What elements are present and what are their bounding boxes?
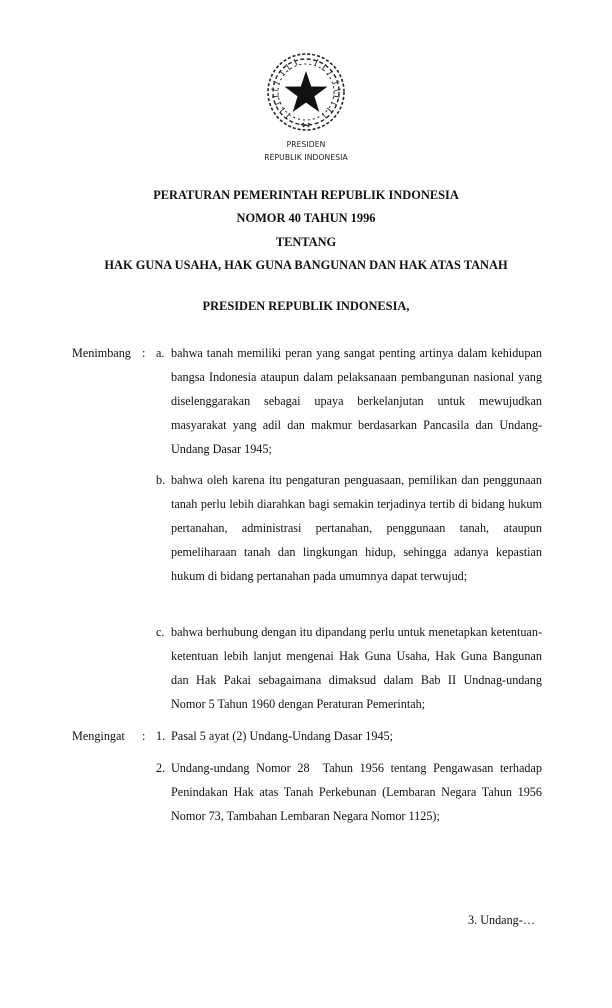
item-marker: c. <box>156 625 165 639</box>
mengingat-item-1 <box>156 724 542 748</box>
seal-caption-republik: REPUBLIK INDONESIA <box>264 153 348 162</box>
item-text: bahwa berhubung dengan itu dipandang perlu untuk menetapkan ketentuan-ketentuan lebih lanjut mengenai Hak Guna Usaha, Hak Guna Bangunan dan Hak Pakai sebagaimana dimaksud dalam Bab II Undnag-undang Nomor 5 Tahun 1960 dengan Peraturan Pemerintah; <box>171 625 542 711</box>
seal-caption-presiden: PRESIDEN <box>286 140 326 149</box>
menimbang-item-b <box>156 468 542 588</box>
item-text: bahwa tanah memiliki peran yang sangat penting artinya dalam kehidupan bangsa Indonesia ataupun dalam pelaksanaan pembangunan nasional yang diselenggarakan sebagai upaya berkelanjutan untuk mewujudkan masyarakat yang adil dan makmur berdasarkan Pancasila dan Undang-Undang Dasar 1945; <box>171 346 542 456</box>
title-line-tentang: TENTANG <box>275 234 337 249</box>
issuer-heading: PRESIDEN REPUBLIK INDONESIA, <box>202 299 410 313</box>
presidential-seal-icon <box>265 51 347 133</box>
mengingat-colon: : <box>142 729 146 743</box>
title-line-number: NOMOR 40 TAHUN 1996 <box>236 211 376 226</box>
item-text: Undang-undang Nomor 28 Tahun 1956 tentang Pengawasan terhadap Penindakan Hak atas Tanah Perkebunan (Lembaran Negara Tahun 1956 Nomor 73, Tambahan Lembaran Negara Nomor 1125); <box>171 761 546 823</box>
mengingat-label: Mengingat <box>72 729 125 743</box>
menimbang-label: Menimbang <box>72 346 131 360</box>
item-marker: 2. <box>156 761 166 775</box>
menimbang-colon: : <box>142 346 146 360</box>
item-marker: a. <box>156 346 165 360</box>
title-line-regulation: PERATURAN PEMERINTAH REPUBLIK INDONESIA <box>153 188 459 202</box>
document-title <box>0 184 612 278</box>
menimbang-item-c <box>156 620 542 716</box>
title-line-subject: HAK GUNA USAHA, HAK GUNA BANGUNAN DAN HAK ATAS TANAH <box>104 258 508 273</box>
item-text: bahwa oleh karena itu pengaturan penguasaan, pemilikan dan penggunaan tanah perlu lebih diarahkan bagi semakin terjadinya tertib di bidang hukum pertanahan, administrasi pertanahan, penggunaan tanah, ataupun pemeliharaan tanah dan lingkungan hidup, sehingga adanya kepastian hukum di bidang pertanahan pada umumnya dapat terwujud; <box>171 473 542 583</box>
item-marker: b. <box>156 473 166 487</box>
mengingat-item-2 <box>156 756 546 828</box>
item-text: Pasal 5 ayat (2) Undang-Undang Dasar 1945; <box>171 729 394 743</box>
page-continuation-marker: 3. Undang-… <box>468 913 536 927</box>
item-marker: 1. <box>156 729 166 743</box>
menimbang-item-a <box>156 341 542 461</box>
